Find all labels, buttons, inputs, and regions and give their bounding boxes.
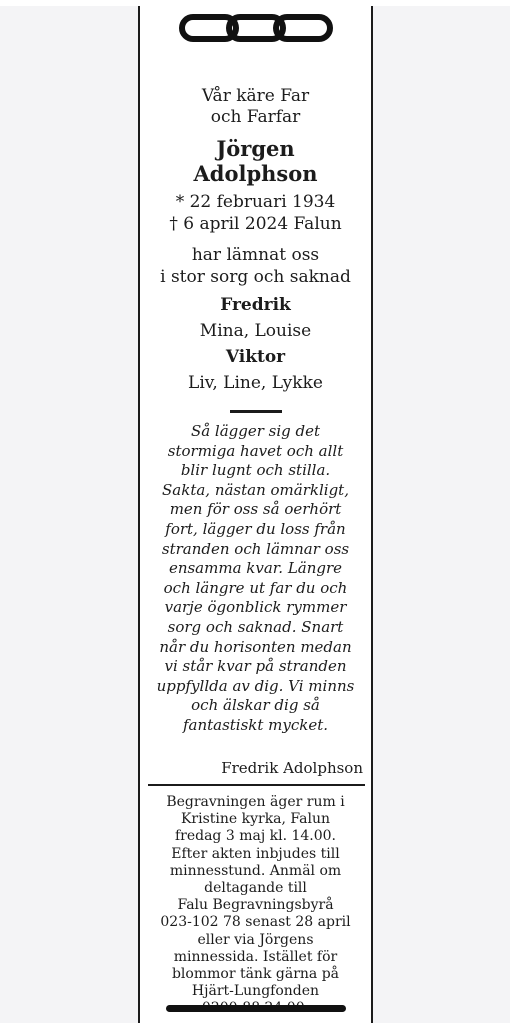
poem-line: varje ögonblick rymmer <box>164 598 347 617</box>
mourning-line: har lämnat oss <box>191 245 320 265</box>
funeral-line: Falu Begravningsbyrå <box>177 897 334 914</box>
last-name: Adolphson <box>193 161 318 186</box>
birth-date: * 22 februari 1934 <box>175 192 336 212</box>
funeral-line: deltagande till <box>204 880 307 897</box>
divider <box>230 410 282 413</box>
poem-line: stranden och lämnar oss <box>161 539 350 558</box>
poem-line: men för oss så oerhört <box>169 500 342 519</box>
family-members: Mina, Louise <box>199 321 312 341</box>
poem-line: stormiga havet och allt <box>167 441 344 460</box>
funeral-line: Begravningen äger rum i <box>166 794 345 810</box>
intro-text <box>140 86 371 128</box>
poem-line: Sakta, nästan omärkligt, <box>162 480 349 499</box>
poem-line: ensamma kvar. Längre <box>168 559 343 578</box>
poem-line: fort, lägger du loss från <box>165 519 346 538</box>
family-head: Viktor <box>225 347 286 367</box>
funeral-line: fredag 3 maj kl. 14.00. <box>174 828 337 845</box>
home-indicator[interactable] <box>166 1005 346 1012</box>
poem-line: vi står kvar på stranden <box>164 657 347 676</box>
family-head: Fredrik <box>220 295 291 315</box>
funeral-line: minnesstund. Anmäl om <box>169 862 342 879</box>
funeral-line: eller via Jörgens <box>197 931 314 948</box>
family-members: Liv, Line, Lykke <box>188 373 323 393</box>
poem-line: fantastiskt mycket. <box>182 715 329 734</box>
funeral-line: Kristine kyrka, Falun <box>180 811 331 828</box>
funeral-info <box>140 794 371 1018</box>
intro-line: Vår käre Far <box>201 86 310 106</box>
poem-line: och längre ut far du och <box>163 578 348 597</box>
poem-line: blir lugnt och stilla. <box>180 461 331 480</box>
poem-line: Så lägger sig det <box>190 422 321 440</box>
chain-links-icon <box>179 10 333 46</box>
funeral-line: blommor tänk gärna på <box>171 966 340 983</box>
section-divider <box>148 784 365 786</box>
poem <box>140 422 371 736</box>
poem-line: når du horisonten medan <box>159 637 352 656</box>
death-date: † 6 april 2024 Falun <box>169 214 342 234</box>
funeral-line: Efter akten inbjudes till <box>171 845 340 862</box>
funeral-line: 023-102 78 senast 28 april <box>160 914 351 931</box>
funeral-line: minnessida. Istället för <box>173 948 338 965</box>
poem-line: uppfyllda av dig. Vi minns <box>156 676 355 695</box>
mourning-text <box>140 244 371 288</box>
life-dates <box>140 191 371 235</box>
mourning-line: i stor sorg och saknad <box>160 267 351 287</box>
funeral-line: Hjärt-Lungfonden <box>191 983 320 1000</box>
first-name: Jörgen <box>216 136 295 161</box>
deceased-name <box>140 136 371 186</box>
poem-line: och älskar dig så <box>191 696 320 715</box>
signature: Fredrik Adolphson <box>221 759 363 777</box>
poem-line: sorg och saknad. Snart <box>167 617 344 636</box>
intro-line: och Farfar <box>210 107 301 127</box>
obituary-notice <box>138 6 373 1023</box>
